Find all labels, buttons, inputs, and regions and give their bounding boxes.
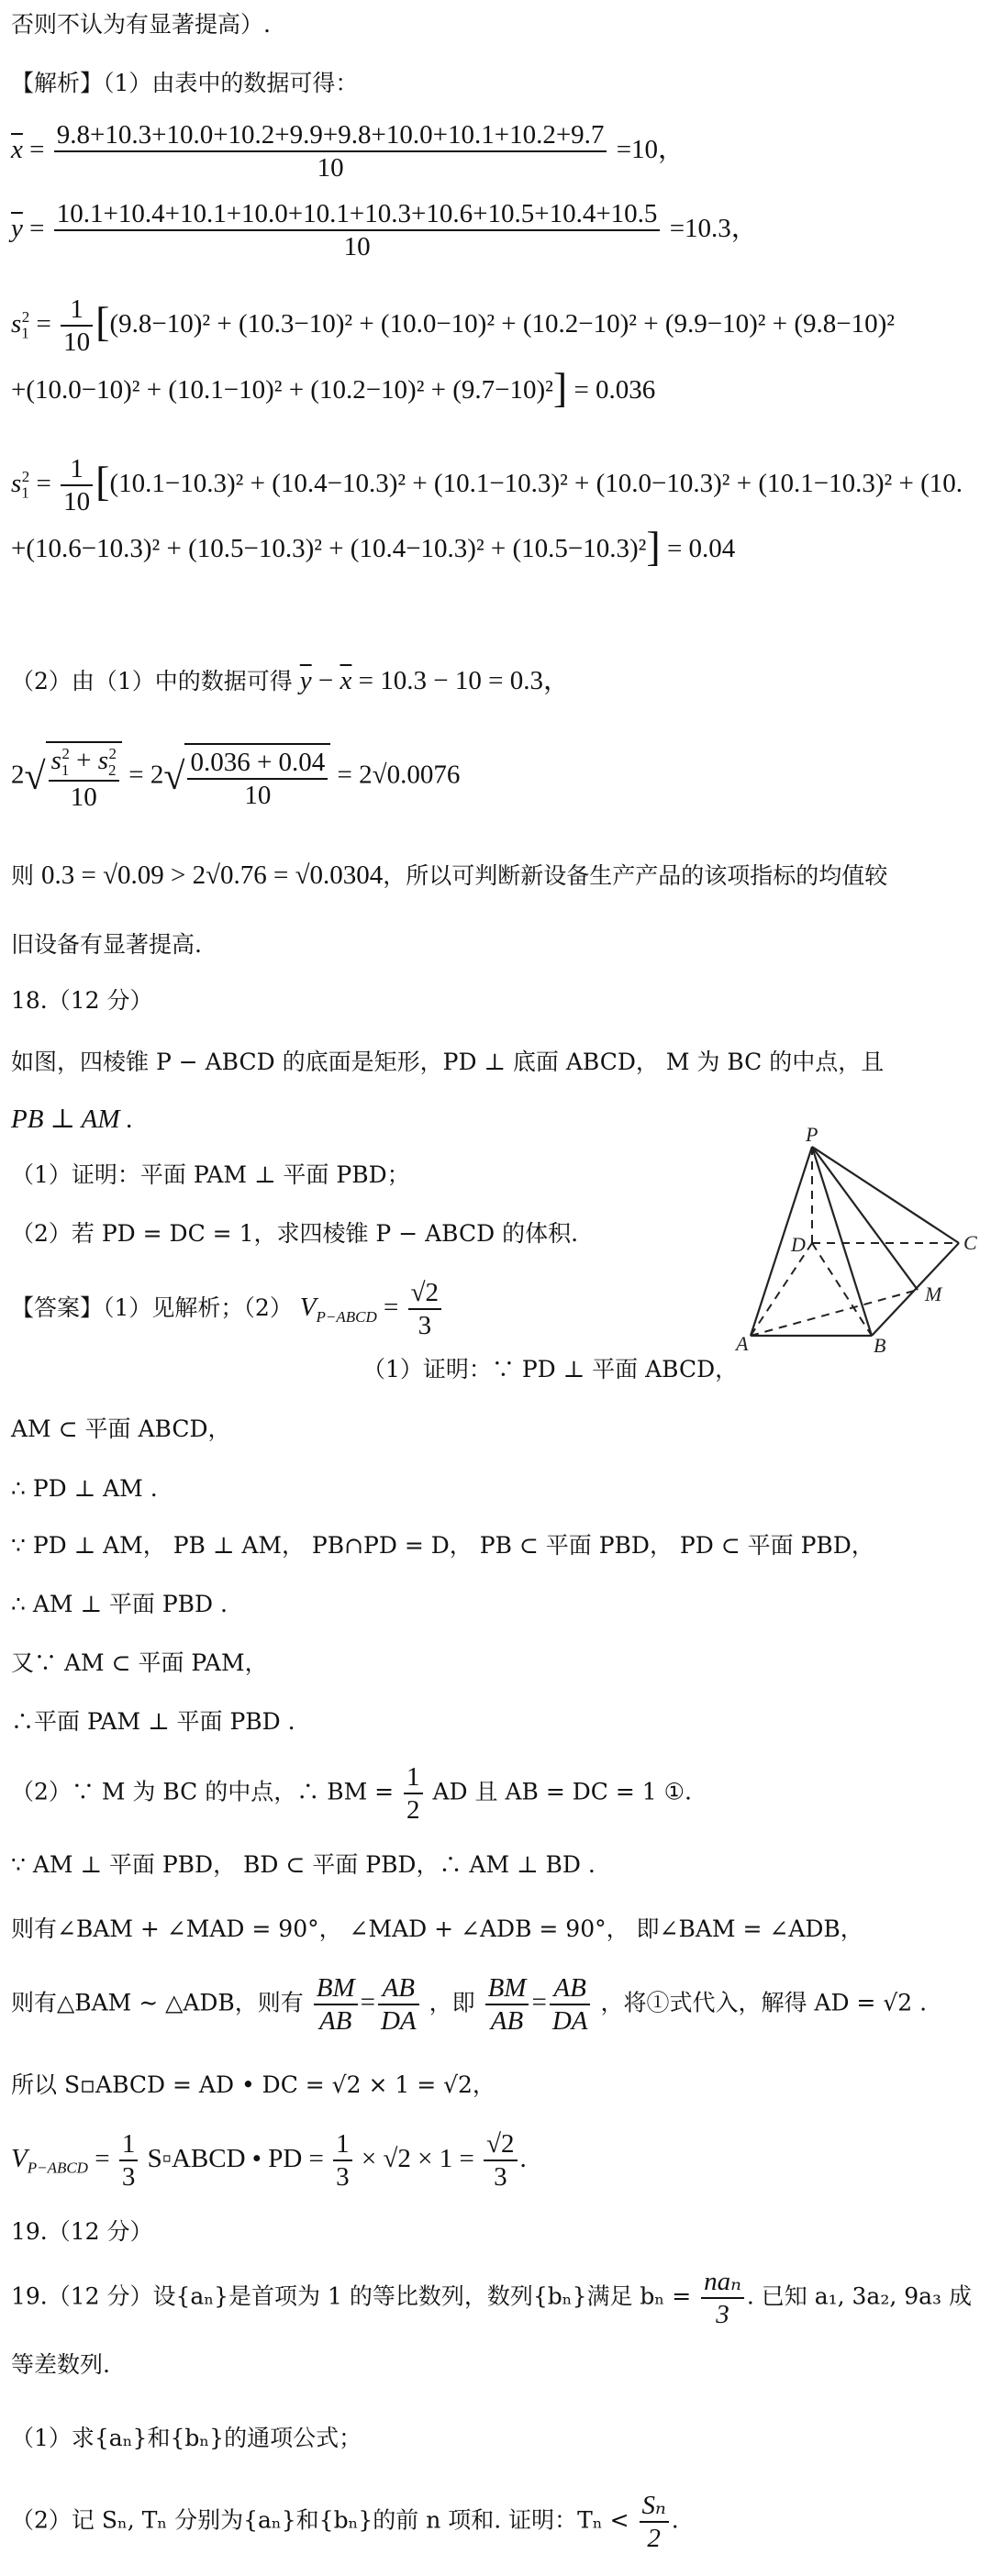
- label-P: P: [806, 1127, 818, 1146]
- q19-stem-a: 19.（12 分）设{aₙ}是首项为 1 的等比数列，数列{bₙ}满足 bₙ =: [11, 2282, 692, 2310]
- proof-line-9: ∵ AM ⊥ 平面 PBD， BD ⊂ 平面 PBD，∴ AM ⊥ BD .: [11, 1851, 596, 1878]
- s1-variance-line-2: +(10.0−10)² + (10.1−10)² + (10.2−10)² + (9.7−10)²] = 0.036: [11, 364, 656, 411]
- proof-line-2: AM ⊂ 平面 ABCD，: [11, 1416, 231, 1442]
- s2-result: = 0.04: [666, 534, 736, 563]
- sqrt-left: √ $\frac{s_1^2 + s_2^2}{10}$: [25, 741, 123, 813]
- proof-11-c: ，将①式代入，解得 AD = √2 .: [600, 1989, 928, 2016]
- proof-11-b: ，即: [429, 1989, 475, 2016]
- proof-8-fraction: $\frac{1}{2}$: [404, 1761, 423, 1826]
- text-line-1: 否则不认为有显著提高）.: [11, 11, 271, 38]
- s1-terms-2: +(10.0−10)² + (10.1−10)² + (10.2−10)² + (9.7−10)²: [11, 375, 553, 405]
- proof-13-c: × √2 × 1 =: [361, 2143, 474, 2173]
- q19-part2: （2）记 Sₙ, Tₙ 分别为{aₙ}和{bₙ}的前 n 项和. 证明：Tₙ < $\frac{\text{Sₙ}}{2}$ .: [11, 2491, 679, 2554]
- answer-line: 【答案】（1）见解析；（2） $V_{P-ABCD}$ = $\frac{√2}{3}$: [11, 1277, 444, 1341]
- label-B: B: [874, 1334, 886, 1356]
- edge-BC: [872, 1243, 959, 1336]
- s1-coef: $\frac{1}{10}$: [61, 294, 93, 358]
- q18-part1: （1）证明：平面 PAM ⊥ 平面 PBD；: [11, 1161, 410, 1188]
- proof-line-1: （1）证明：∵ PD ⊥ 平面 ABCD，: [362, 1356, 739, 1382]
- xbar-equation: $\overline{x}$ = $\frac{9.8+10.3+10.0+10.2+9.9+9.8+10.0+10.1+10.2+9.7}{10}$ =10，: [11, 120, 685, 183]
- conclusion-text: ，所以可判断新设备生产产品的该项指标的均值较: [383, 862, 888, 889]
- ybar-denominator: 10: [343, 232, 371, 262]
- proof-13-b: S▫ABCD • PD =: [147, 2143, 324, 2173]
- proof-line-7: ∴平面 PAM ⊥ 平面 PBD .: [11, 1708, 295, 1735]
- proof-line-8: [11, 1761, 692, 1826]
- edge-PB: [812, 1147, 872, 1336]
- analysis-intro: （1）由表中的数据可得：: [103, 70, 359, 96]
- q18-stem: 如图，四棱锥 P − ABCD 的底面是矩形，PD ⊥ 底面 ABCD， M 为 BC 的中点，且: [11, 1049, 885, 1075]
- xbar-numerator: 9.8+10.3+10.0+10.2+9.9+9.8+10.0+10.1+10.2+9.7: [54, 119, 607, 152]
- part2-line: （2）由（1）中的数据可得 $\overline{y} - \overline{x} = 10.3 - 10 = 0.3$，: [11, 666, 570, 695]
- edge-DA: [751, 1243, 812, 1336]
- q19-stem: [11, 2266, 972, 2330]
- edge-PC: [812, 1147, 959, 1243]
- label-D: D: [791, 1233, 806, 1256]
- s2-coef: $\frac{1}{10}$: [61, 453, 93, 517]
- proof-line-12: 所以 S▫ABCD = AD • DC = √2 × 1 = √2，: [11, 2071, 496, 2098]
- xbar-result: =10，: [616, 134, 685, 164]
- proof-11-a: 则有△BAM ∼ △ADB，则有: [11, 1989, 304, 2016]
- label-C: C: [963, 1231, 977, 1254]
- sqrt-middle: √ $\frac{0.036 + 0.04}{10}$: [163, 743, 330, 811]
- proof-line-4: ∵ PD ⊥ AM， PB ⊥ AM， PB∩PD = D， PB ⊂ 平面 PBD， PD ⊂ 平面 PBD，: [11, 1532, 874, 1559]
- proof-11-frac4: $\frac{AB}{DA}$: [550, 1972, 591, 2037]
- q19-fraction: $\frac{\text{naₙ}}{3}$: [701, 2266, 744, 2330]
- ybar-equation: $\overline{y}$ = $\frac{10.1+10.4+10.1+10.0+10.1+10.3+10.6+10.5+10.4+10.5}{10}$ =10.3，: [11, 199, 758, 262]
- conclusion-line-1: [11, 862, 887, 889]
- s1-result: = 0.036: [573, 375, 656, 405]
- proof-line-3: ∴ PD ⊥ AM .: [11, 1475, 158, 1502]
- q19-heading: 19.（12 分）: [11, 2218, 153, 2245]
- edge-DB: [812, 1243, 872, 1336]
- proof-11-frac1: $\frac{BM}{AB}$: [314, 1972, 358, 2037]
- part2-result: = 10.3 − 10 = 0.3，: [358, 666, 570, 695]
- proof-8-c: ①.: [663, 1778, 692, 1805]
- analysis-heading: [11, 72, 358, 94]
- q19-part2-fraction: $\frac{\text{Sₙ}}{2}$: [640, 2490, 669, 2554]
- pyramid-figure: [734, 1127, 982, 1356]
- label-A: A: [736, 1332, 749, 1355]
- proof-11-frac3: $\frac{BM}{AB}$: [485, 1972, 529, 2037]
- q18-part2: （2）若 PD = DC = 1，求四棱锥 P − ABCD 的体积.: [11, 1220, 579, 1247]
- q19-stem-b: . 已知 a₁, 3a₂, 9a₃ 成: [746, 2282, 973, 2310]
- proof-line-13: $V_{P-ABCD}$ = $\frac{1}{3}$ S▫ABCD • PD = $\frac{1}{3}$ × √2 × 1 = $\frac{√2}{3}$ .: [11, 2129, 527, 2193]
- conclusion-math: 0.3 = √0.09 > 2√0.76 = √0.0304: [40, 861, 384, 890]
- analysis-bracket: 【解析】: [11, 70, 104, 96]
- answer-v: V: [299, 1292, 317, 1322]
- xbar-fraction: [54, 119, 607, 183]
- s1-terms-1: (9.8−10)² + (10.3−10)² + (10.0−10)² + (10.2−10)² + (9.9−10)² + (9.8−10)²: [109, 308, 895, 339]
- proof-8-b: AD 且 AB = DC = 1: [432, 1778, 657, 1805]
- answer-fraction: $\frac{√2}{3}$: [408, 1277, 441, 1341]
- proof-line-6: 又∵ AM ⊂ 平面 PAM，: [11, 1649, 268, 1676]
- proof-line-5: ∴ AM ⊥ 平面 PBD .: [11, 1591, 228, 1617]
- s2-terms-1: (10.1−10.3)² + (10.4−10.3)² + (10.1−10.3)² + (10.0−10.3)² + (10.1−10.3)² + (10.: [109, 468, 963, 498]
- sqrt-right: = 2√0.0076: [337, 760, 461, 790]
- q19-part2-a: （2）记 Sₙ, Tₙ 分别为{aₙ}和{bₙ}的前 n 项和. 证明：Tₙ <: [11, 2506, 629, 2534]
- proof-13-frac1: $\frac{1}{3}$: [119, 2128, 139, 2193]
- ybar-result: =10.3，: [669, 213, 758, 243]
- proof-line-11: 则有△BAM ∼ △ADB，则有 $\frac{BM}{AB}$ = $\frac{AB}{DA}$ ，即 $\frac{BM}{AB}$ = $\frac{AB}{DA}$ ，将①式代入，解得 AD = √2 .: [11, 1973, 928, 2037]
- proof-line-10: 则有∠BAM + ∠MAD = 90°， ∠MAD + ∠ADB = 90°， 即∠BAM = ∠ADB，: [11, 1915, 863, 1942]
- s2-terms-2: +(10.6−10.3)² + (10.5−10.3)² + (10.4−10.3)² + (10.5−10.3)²: [11, 534, 647, 563]
- proof-13-frac2: $\frac{1}{3}$: [333, 2128, 352, 2193]
- sqrt-equation: 2√ $\frac{s_1^2 + s_2^2}{10}$ = 2√ $\frac{0.036 + 0.04}{10}$ = 2√0.0076: [11, 741, 460, 813]
- answer-text: （1）见解析；（2）: [103, 1294, 293, 1321]
- xbar-denominator: 10: [317, 153, 344, 183]
- ybar-fraction: [54, 198, 661, 262]
- s1-variance-line-1: $s_1^2$ = $\frac{1}{10}$ [(9.8−10)² + (10.3−10)² + (10.0−10)² + (10.2−10)² + (9.9−10)² + (9.8−10)²: [11, 294, 895, 358]
- s2-variance-line-2: +(10.6−10.3)² + (10.5−10.3)² + (10.4−10.3)² + (10.5−10.3)²] = 0.04: [11, 523, 736, 570]
- q18-stem-2: PB ⊥ AM .: [11, 1105, 134, 1134]
- xbar-symbol: $\overline{x}$: [11, 134, 23, 164]
- label-M: M: [925, 1282, 942, 1305]
- proof-8-a: （2）∵ M 为 BC 的中点，∴ BM =: [11, 1778, 395, 1805]
- proof-11-frac2: $\frac{AB}{DA}$: [378, 1972, 419, 2037]
- conclusion-prefix: 则: [11, 862, 35, 889]
- q19-stem-2: 等差数列.: [11, 2351, 110, 2378]
- proof-13-frac3: $\frac{√2}{3}$: [484, 2128, 517, 2193]
- ybar-numerator: 10.1+10.4+10.1+10.0+10.1+10.3+10.6+10.5+10.4+10.5: [54, 198, 661, 231]
- q18-heading: 18.（12 分）: [11, 987, 153, 1014]
- ybar-symbol: $\overline{y}$: [11, 213, 23, 243]
- s2-variance-line-1: $s_1^2$ = $\frac{1}{10}$ [(10.1−10.3)² + (10.4−10.3)² + (10.1−10.3)² + (10.0−10.3)² + (10.1−10.3)² + (10.: [11, 454, 963, 517]
- q19-part1: （1）求{aₙ}和{bₙ}的通项公式；: [11, 2425, 362, 2451]
- conclusion-line-2: 旧设备有显著提高.: [11, 931, 202, 958]
- answer-bracket: 【答案】: [11, 1294, 104, 1321]
- part2-text: （2）由（1）中的数据可得: [11, 668, 293, 694]
- answer-v-sub: P−ABCD: [316, 1307, 377, 1326]
